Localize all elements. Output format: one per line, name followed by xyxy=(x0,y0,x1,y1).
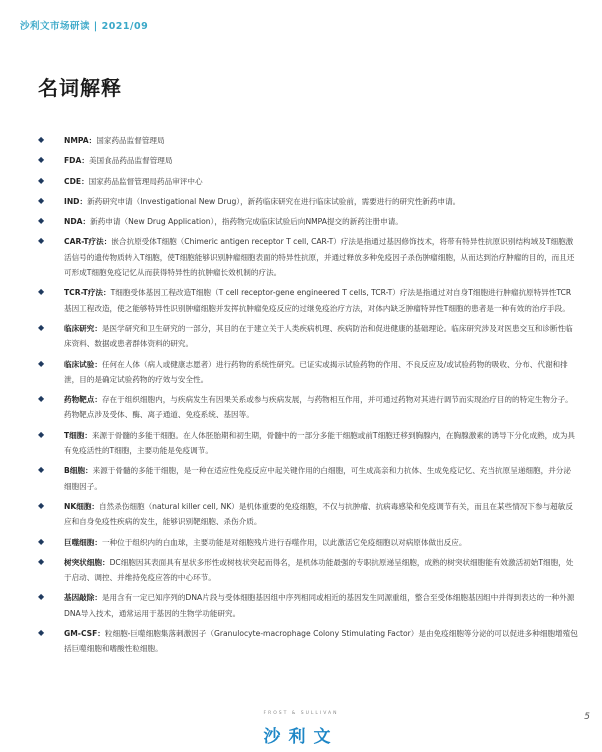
term-description: 来源于骨髓的多能干细胞。在人体胚胎期和初生期，骨髓中的一部分多能干细胞或前T细胞迁移到胸腺内，在胸腺激素的诱导下分化成熟，成为具有免疫活性的T细胞，主要功能是免疫调节。 xyxy=(64,430,576,456)
term-name: CDE： xyxy=(64,176,89,186)
glossary-item xyxy=(38,153,578,168)
term-description: 国家药品监督管理局药品审评中心 xyxy=(88,176,203,186)
term-description: 新药研究申请（Investigational New Drug），新药临床研究在进行临床试验前，需要进行的研究性新药申请。 xyxy=(87,196,461,206)
term-name: IND： xyxy=(64,196,88,206)
glossary-item xyxy=(38,321,578,352)
term-name: NMPA： xyxy=(64,136,97,145)
glossary-item xyxy=(38,133,578,148)
glossary-item xyxy=(38,285,578,316)
diamond-bullet-icon xyxy=(38,629,46,637)
term-name: 巨噬细胞： xyxy=(64,537,102,547)
term-name: FDA： xyxy=(64,156,89,166)
term-name: 临床试验： xyxy=(64,359,102,369)
diamond-bullet-icon xyxy=(38,177,46,185)
glossary-item xyxy=(38,590,578,621)
term-name: NDA： xyxy=(64,217,91,227)
diamond-bullet-icon xyxy=(38,431,46,439)
term-name: T细胞： xyxy=(64,430,92,440)
diamond-bullet-icon xyxy=(38,237,46,245)
report-header: 沙利文市场研读 | 2021/09 xyxy=(20,21,149,32)
diamond-bullet-icon xyxy=(38,360,46,368)
term-description: DC细胞因其表面具有星状多形性或树枝状突起而得名，是机体功能最强的专职抗原递呈细胞，成熟的树突状细胞能有效激活初始T细胞，处于启动、调控、并维持免疫应答的中心环节。 xyxy=(64,557,574,583)
brand-subtitle: FROST & SULLIVAN xyxy=(263,711,339,716)
term-description: 粒细胞-巨噬细胞集落刺激因子（Granulocyte-macrophage Colony Stimulating Factor）是由免疫细胞等分泌的可以促进多种细胞增殖包括巨噬细胞和嗜酸性粒细胞。 xyxy=(64,629,578,654)
term-description: 新药申请（New Drug Application），指药物完成临床试验后向NMPA提交的新药注册申请。 xyxy=(90,217,403,227)
diamond-bullet-icon xyxy=(38,466,46,474)
glossary-item xyxy=(38,626,578,657)
term-description: 一种位于组织内的白血球，主要功能是对细胞残片进行吞噬作用，以此激活它免疫细胞以对病原体做出反应。 xyxy=(101,537,467,547)
glossary-list xyxy=(38,133,578,662)
diamond-bullet-icon xyxy=(38,324,46,332)
term-name: TCR-T疗法： xyxy=(64,288,111,298)
diamond-bullet-icon xyxy=(38,197,46,205)
glossary-item xyxy=(38,214,578,229)
glossary-item xyxy=(38,535,578,550)
term-description: T细胞受体基因工程改造T细胞（T cell receptor-gene engineered T cells, TCR-T）疗法是指通过对自身T细胞进行肿瘤抗原特异性TCR基因工程改造，使之能够特异性识别肿瘤细胞并发挥抗肿瘤免疫反应的过继免疫治疗方法，对体内缺乏肿瘤特异性T细胞的患者是一种有效的治疗手段。 xyxy=(64,288,572,313)
term-name: 临床研究： xyxy=(64,323,102,333)
term-description: 任何在人体（病人或健康志愿者）进行药物的系统性研究。已证实或揭示试验药物的作用、不良反应及/或试验药物的吸收、分布、代谢和排泄，目的是确定试验药物的疗效与安全性。 xyxy=(64,359,568,384)
glossary-item xyxy=(38,555,578,586)
diamond-bullet-icon xyxy=(38,593,46,601)
brand-logo: 沙利文 xyxy=(263,727,339,747)
glossary-item xyxy=(38,392,578,423)
term-name: 基因敲除： xyxy=(64,593,102,603)
term-description: 美国食品药品监督管理局 xyxy=(88,156,173,166)
glossary-item xyxy=(38,463,578,494)
diamond-bullet-icon xyxy=(38,395,46,403)
glossary-item xyxy=(38,194,578,209)
glossary-item xyxy=(38,234,578,280)
diamond-bullet-icon xyxy=(38,558,46,566)
term-description: 嵌合抗原受体T细胞（Chimeric antigen receptor T cell, CAR-T）疗法是指通过基因修饰技术，将带有特异性抗原识别结构域及T细胞激活信号的遗传物质转入T细胞，使T细胞能够识别肿瘤细胞表面的特异性抗原，并通过释放多种免疫因子杀伤肿瘤细胞，从而达到治疗肿瘤的目的，而且还可形成T细胞免疫记忆从而获得特异性的抗肿瘤长效机制的疗法。 xyxy=(64,237,575,278)
page-title: 名词解释 xyxy=(38,76,122,100)
page-number: 5 xyxy=(584,712,590,722)
term-description: 是用含有一定已知序列的DNA片段与受体细胞基因组中序列相同或相近的基因发生同源重组，整合至受体细胞基因组中并得到表达的一种外源DNA导入技术，通常运用于基因的生物学功能研究。 xyxy=(64,593,575,618)
term-name: GM-CSF： xyxy=(64,629,105,639)
diamond-bullet-icon xyxy=(38,502,46,510)
diamond-bullet-icon xyxy=(38,156,46,164)
term-name: CAR-T疗法： xyxy=(64,237,112,247)
glossary-item xyxy=(38,428,578,459)
term-description: 国家药品监督管理局 xyxy=(96,136,165,145)
term-name: 药物靶点： xyxy=(64,395,102,405)
term-name: B细胞： xyxy=(64,466,93,476)
term-description: 自然杀伤细胞（natural killer cell, NK）是机体重要的免疫细胞，不仅与抗肿瘤、抗病毒感染和免疫调节有关，而且在某些情况下参与超敏反应和自身免疫性疾病的发生，能够识别靶细胞、杀伤介质。 xyxy=(64,501,573,527)
diamond-bullet-icon xyxy=(38,136,46,144)
glossary-item xyxy=(38,174,578,189)
diamond-bullet-icon xyxy=(38,288,46,296)
diamond-bullet-icon xyxy=(38,217,46,225)
term-name: 树突状细胞： xyxy=(64,557,110,567)
term-name: NK细胞： xyxy=(64,501,100,511)
term-description: 存在于组织细胞内，与疾病发生有因果关系或参与疾病发展，与药物相互作用，并可通过药物对其进行调节而实现治疗目的的特定生物分子。药物靶点涉及受体、酶、离子通道、免疫系统、基因等。 xyxy=(64,395,573,420)
diamond-bullet-icon xyxy=(38,538,46,546)
glossary-item xyxy=(38,499,578,530)
term-description: 是医学研究和卫生研究的一部分，其目的在于建立关于人类疾病机理、疾病防治和促进健康的基础理论。临床研究涉及对医患交互和诊断性临床资料、数据或患者群体资料的研究。 xyxy=(64,323,573,349)
term-description: 来源于骨髓的多能干细胞，是一种在适应性免疫反应中起关键作用的白细胞，可生成高亲和力抗体、生成免疫记忆、充当抗原呈递细胞，并分泌细胞因子。 xyxy=(64,466,571,491)
glossary-item xyxy=(38,357,578,388)
